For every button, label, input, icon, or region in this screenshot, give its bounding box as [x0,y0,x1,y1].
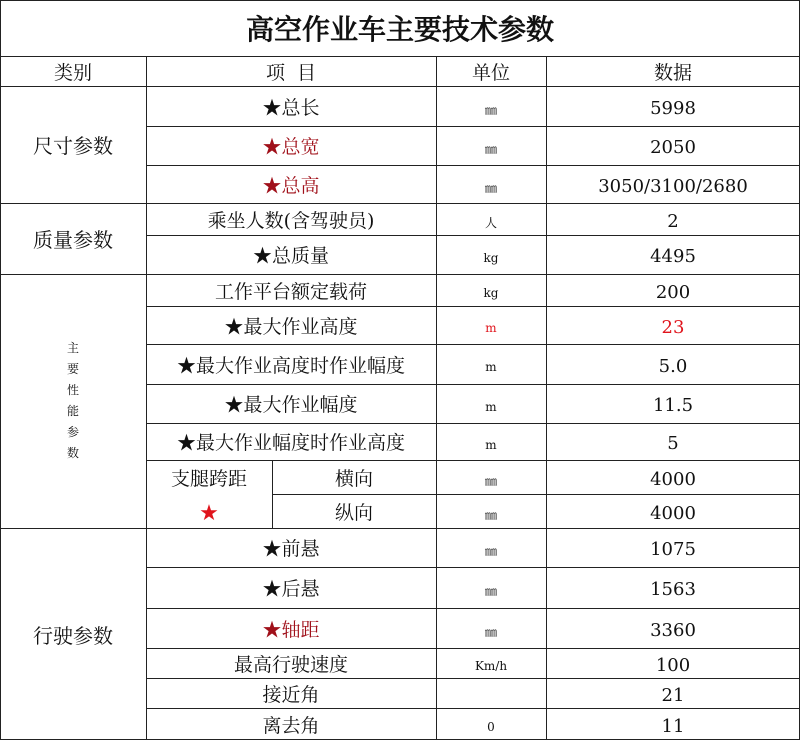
category-performance [0,274,146,528]
grid-line [146,126,800,127]
grid-line [0,274,800,275]
grid-line [146,608,800,609]
grid-line [146,165,800,166]
grid-line [146,344,800,345]
row-unit: kg [483,250,499,265]
row-value: 2 [667,210,679,232]
row-item: ★轴距 [262,618,320,641]
row-item: ★总宽 [262,136,320,158]
grid-line [146,648,800,649]
grid-line [0,86,800,87]
row-item: ★总质量 [252,245,329,267]
row-item: 纵向 [334,501,373,524]
row-unit [436,684,546,708]
row-item: 最高行驶速度 [233,653,348,676]
category-mass: 质量参数 [33,228,113,252]
grid-line [146,235,800,236]
row-unit: ㎜ [484,180,497,195]
row-value: 21 [661,684,685,706]
row-unit: 0 [487,720,495,734]
row-item: 工作平台额定载荷 [214,280,367,303]
category-performance-char: 数 [66,446,79,460]
row-value: 4495 [650,246,696,267]
row-unit: ㎜ [484,507,497,522]
category-dimension: 尺寸参数 [33,134,113,158]
outrigger-label: 支腿跨距 [170,467,247,490]
row-unit: 人 [484,215,497,230]
grid-line [146,306,800,307]
grid-line [146,678,800,679]
row-value: 23 [661,316,685,338]
row-item: ★总长 [262,96,320,119]
row-unit: m [485,437,497,452]
row-unit: m [485,360,497,374]
row-value: 3050/3100/2680 [598,175,748,197]
row-value: 5998 [650,97,696,119]
grid-line [272,460,273,528]
row-value: 1075 [650,539,696,560]
row-item: 乘坐人数(含驾驶员) [207,209,375,232]
row-item: 离去角 [262,714,320,737]
row-unit: ㎜ [484,142,497,156]
category-performance-char: 参 [66,425,79,439]
grid-line [146,56,147,740]
category-performance-char: 主 [66,341,79,355]
row-item: ★总高 [262,174,320,197]
grid-line [546,56,547,740]
grid-line [146,708,800,709]
row-unit: m [485,399,497,414]
row-value: 11 [661,715,685,737]
grid-line [146,423,800,424]
row-item: 横向 [334,467,373,490]
category-performance-char: 要 [66,362,79,376]
row-value: 3360 [650,619,696,641]
row-unit: ㎜ [484,473,497,488]
grid-line [146,567,800,568]
row-item: ★最大作业高度 [224,315,358,338]
row-unit: m [485,321,497,335]
border-top [0,0,800,1]
row-item: ★前悬 [262,538,320,560]
row-value: 11.5 [652,395,694,416]
row-value: 5.0 [658,355,688,377]
row-unit: kg [483,286,499,300]
category-performance-char: 性 [66,383,79,397]
row-item: ★最大作业幅度时作业高度 [176,432,405,454]
row-item: ★最大作业高度时作业幅度 [176,354,405,377]
row-value: 5 [667,433,679,454]
row-value: 1563 [650,579,696,600]
row-item: ★后悬 [262,578,320,600]
header-item: 项 目 [265,61,317,84]
row-value: 4000 [650,468,696,490]
outrigger-star-icon: ★ [199,500,219,526]
grid-line [0,528,800,529]
row-item: 接近角 [262,683,320,706]
row-value: 100 [655,654,691,676]
table-title: 高空作业车主要技术参数 [245,13,554,46]
grid-line [146,460,800,461]
header-unit: 单位 [471,61,510,84]
grid-line [436,56,437,740]
row-value: 2050 [650,137,696,158]
category-driving: 行驶参数 [33,623,113,648]
border-left [0,0,1,740]
row-unit: Km/h [474,659,508,673]
row-value: 200 [655,281,691,303]
grid-line [0,56,800,57]
grid-line [0,203,800,204]
row-unit: ㎜ [484,584,497,598]
grid-line [146,384,800,385]
row-item: ★最大作业幅度 [224,394,358,416]
row-unit: ㎜ [484,624,497,639]
row-unit: ㎜ [484,544,497,558]
header-category: 类别 [53,61,92,84]
grid-line [272,494,800,495]
category-performance-char: 能 [66,404,79,418]
row-unit: ㎜ [484,102,497,117]
header-data: 数据 [653,61,692,84]
row-value: 4000 [650,502,696,524]
